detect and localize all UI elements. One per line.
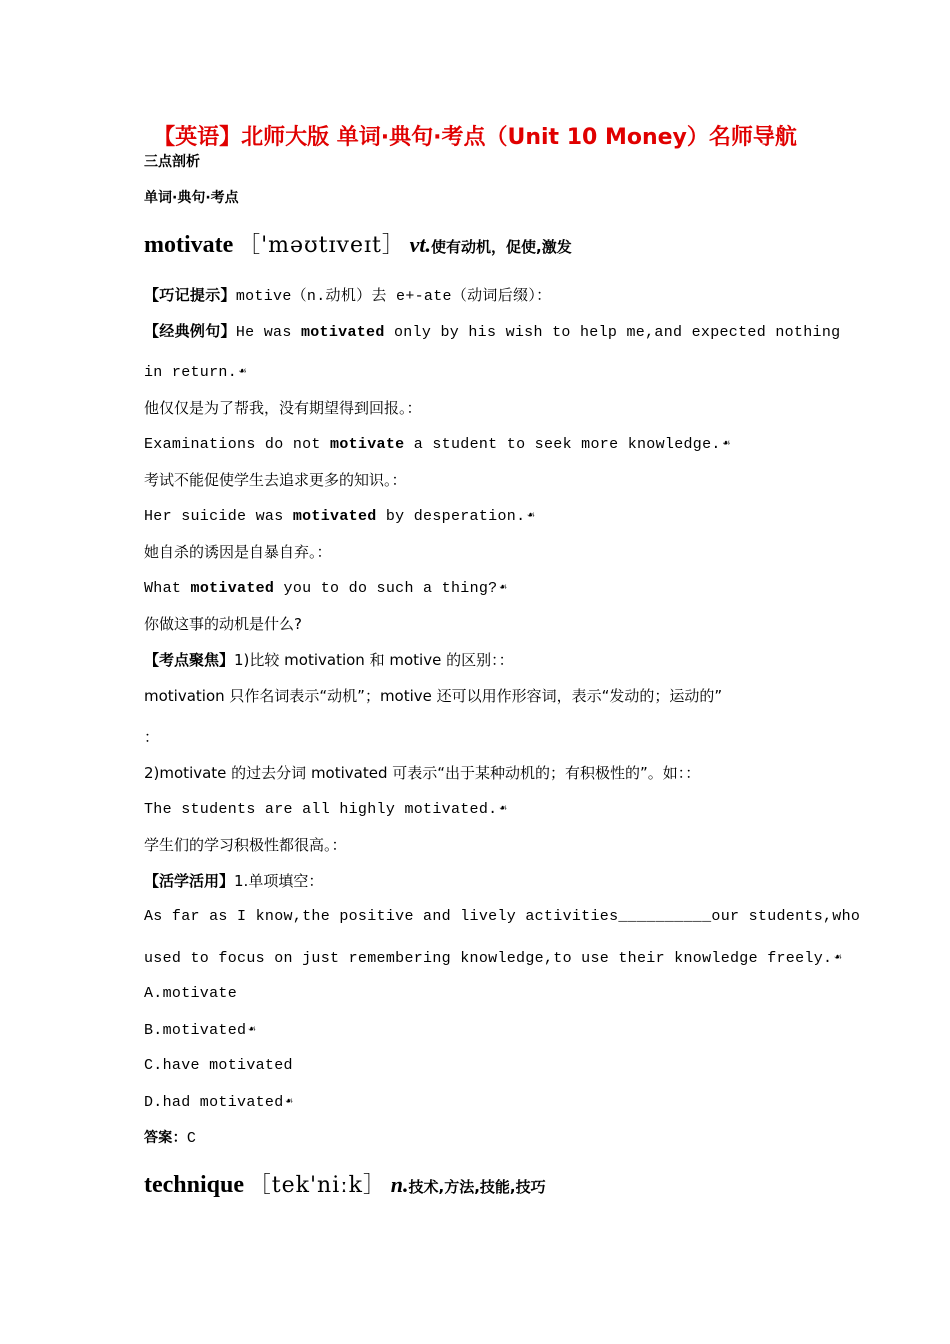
bullet-mark-icon: ☙	[285, 1095, 294, 1109]
example-text: you to do such a thing?	[274, 579, 498, 597]
bullet-mark-icon: ☙	[499, 581, 508, 595]
example-text: a student to seek more knowledge.	[404, 435, 721, 453]
focus-line-2-end: ：	[144, 728, 160, 746]
example-label: 【经典例句】	[144, 322, 236, 340]
practice-section	[144, 871, 323, 891]
phonetic: ［'məʊtɪveɪt］	[238, 233, 405, 258]
focus-label: 【考点聚焦】	[144, 651, 235, 669]
option-b	[144, 1020, 256, 1041]
answer-value: C	[186, 1130, 197, 1147]
entry-motivate-header	[144, 228, 572, 264]
example-text: in return.	[144, 363, 238, 381]
focus-line-3: 2)motivate 的过去分词 motivated 可表示“出于某种动机的；有积极性的”。如：：	[144, 764, 701, 782]
example-text: Her suicide was	[144, 507, 293, 525]
option-text: B.motivated	[144, 1021, 247, 1039]
example-keyword: motivated	[292, 507, 377, 525]
memory-tip	[144, 285, 551, 307]
section-heading: 单词·典句·考点	[144, 190, 239, 206]
practice-text: 1.单项填空：	[234, 872, 324, 890]
gloss: 使有动机，促使,激发	[431, 238, 572, 256]
bullet-mark-icon: ☙	[499, 802, 507, 816]
question-text: used to focus on just remembering knowledge,to use their knowledge freely.	[144, 949, 833, 967]
practice-label: 【活学活用】	[144, 872, 235, 890]
phonetic: ［tek'niːk］	[248, 1173, 386, 1198]
example-text: only by his wish to help me,and expected nothing	[384, 324, 841, 341]
example-translation-2: 考试不能促使学生去追求更多的知识。：	[144, 471, 407, 489]
entry-technique-header	[144, 1168, 546, 1204]
focus-example-translation: 学生们的学习积极性都很高。：	[144, 836, 347, 854]
example-line-1	[144, 321, 840, 343]
bullet-mark-icon: ☙	[722, 437, 731, 451]
example-text: The students are all highly motivated.	[144, 800, 498, 818]
example-translation-4: 你做这事的动机是什么?	[144, 615, 302, 633]
focus-example	[144, 799, 507, 820]
example-translation-3: 她自杀的诱因是自暴自弃。：	[144, 543, 332, 561]
example-line-3	[144, 506, 535, 527]
bullet-mark-icon: ☙	[239, 365, 247, 379]
gloss: 技术,方法,技能,技巧	[408, 1178, 546, 1196]
answer-label: 答案：	[144, 1130, 187, 1146]
focus-line-2: motivation 只作名词表示“动机”；motive 还可以用作形容词，表示“发动的；运动的”	[144, 687, 723, 705]
answer-line	[144, 1128, 196, 1149]
example-text: What	[144, 579, 191, 597]
headword: motivate	[144, 232, 234, 258]
example-keyword: motivate	[330, 435, 405, 453]
focus-section	[144, 650, 514, 670]
bullet-mark-icon: ☙	[527, 509, 535, 523]
bullet-mark-icon: ☙	[248, 1023, 256, 1037]
headword: technique	[144, 1172, 245, 1198]
example-keyword: motivated	[300, 324, 385, 341]
example-text: Examinations do not	[144, 435, 331, 453]
part-of-speech: n.	[390, 1172, 409, 1197]
example-line-2	[144, 434, 730, 455]
tip-text: motive（n.动机）去 e+-ate（动词后缀）：	[235, 288, 552, 305]
option-text: D.had motivated	[144, 1093, 284, 1111]
example-text: He was	[235, 324, 301, 341]
tip-label: 【巧记提示】	[144, 286, 236, 304]
question-line-2	[144, 948, 842, 969]
focus-text: 1)比较 motivation 和 motive 的区别：：	[234, 651, 514, 669]
part-of-speech: vt.	[409, 232, 432, 257]
option-a: A.motivate	[144, 985, 238, 1002]
example-line-4	[144, 578, 507, 599]
example-translation-1: 他仅仅是为了帮我，没有期望得到回报。：	[144, 399, 422, 417]
subtitle: 三点剖析	[144, 154, 200, 170]
option-c: C.have motivated	[144, 1057, 293, 1074]
example-text: by desperation.	[376, 507, 526, 525]
document-title: 【英语】北师大版 单词·典句·考点（Unit 10 Money）名师导航	[153, 125, 797, 150]
bullet-mark-icon: ☙	[834, 951, 842, 965]
question-line-1: As far as I know,the positive and lively activities__________our students,who	[144, 908, 861, 925]
example-line-1-cont	[144, 362, 247, 383]
option-d	[144, 1092, 293, 1113]
example-keyword: motivated	[190, 579, 275, 597]
